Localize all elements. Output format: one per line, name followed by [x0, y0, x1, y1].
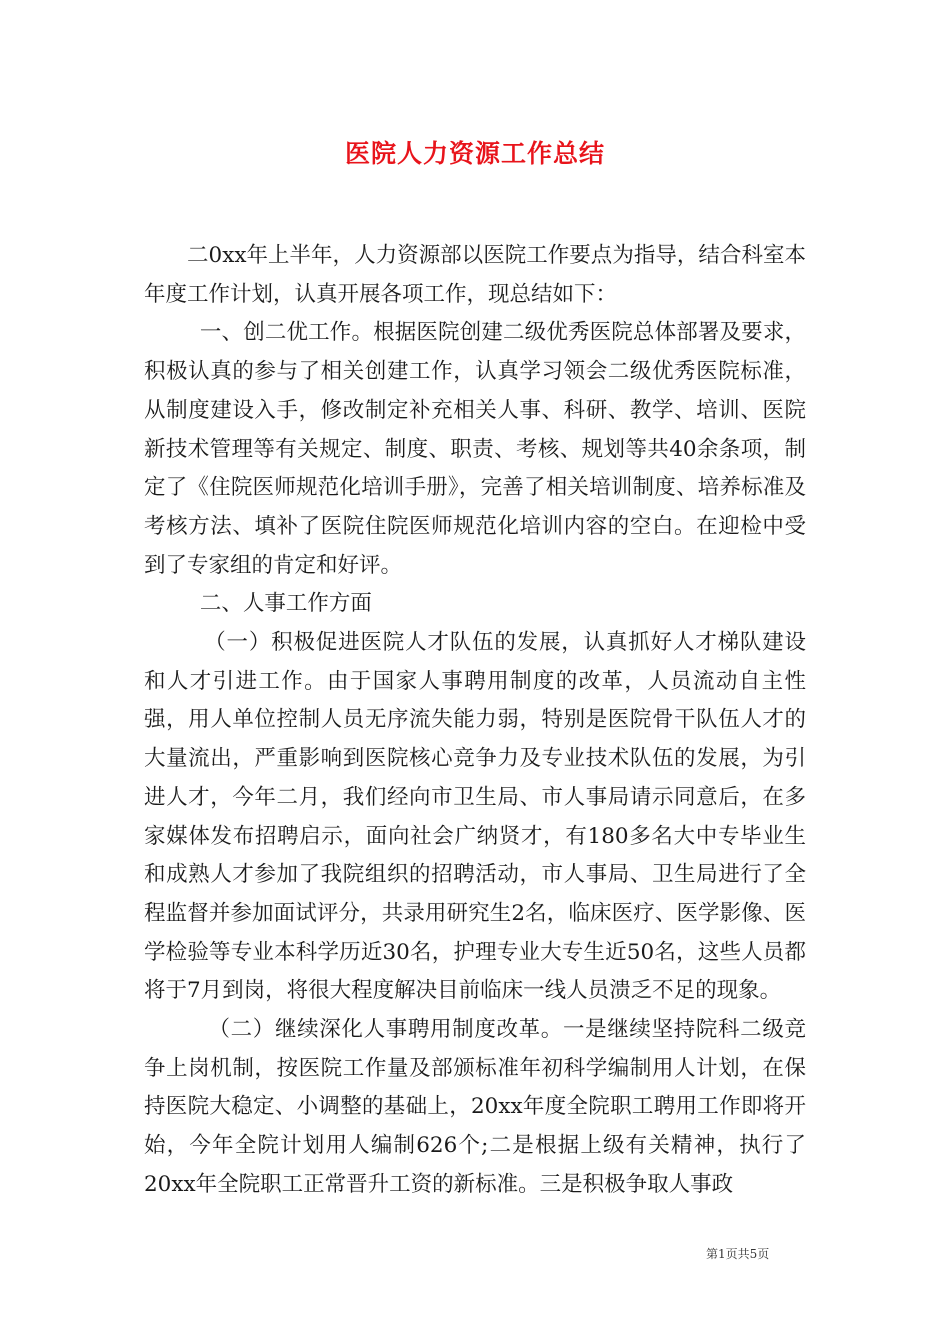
paragraph-intro: 二0xx年上半年，人力资源部以医院工作要点为指导，结合科室本年度工作计划，认真开展各项工作，现总结如下： — [144, 243, 806, 307]
page-number: 第1页共5页 — [706, 1247, 770, 1261]
paragraph-section-two-heading: 二、人事工作方面 — [199, 591, 372, 617]
paragraph-subsection-two: （二）继续深化人事聘用制度改革。一是继续坚持院科二级竞争上岗机制，按医院工作量及部颁标准年初科学编制用人计划，在保持医院大稳定、小调整的基础上，20xx年度全院职工聘用工作即将开始，今年全院计划用人编制626个;二是根据上级有关精神，执行了20xx年全院职工正常晋升工资的新标准。三是积极争取人事政 — [144, 1017, 806, 1197]
paragraph-subsection-one: （一）积极促进医院人才队伍的发展，认真抓好人才梯队建设和人才引进工作。由于国家人事聘用制度的改革，人员流动自主性强，用人单位控制人员无序流失能力弱，特别是医院骨干队伍人才的大量流出，严重影响到医院核心竞争力及专业技术队伍的发展，为引进人才，今年二月，我们经向市卫生局、市人事局请示同意后，在多家媒体发布招聘启示，面向社会广纳贤才，有180多名大中专毕业生和成熟人才参加了我院组织的招聘活动，市人事局、卫生局进行了全程监督并参加面试评分，共录用研究生2名，临床医疗、医学影像、医学检验等专业本科学历近30名，护理专业大专生近50名，这些人员都将于7月到岗，将很大程度解决目前临床一线人员溃乏不足的现象。 — [144, 630, 806, 1004]
paragraph-section-one: 一、创二优工作。根据医院创建二级优秀医院总体部署及要求，积极认真的参与了相关创建工作，认真学习领会二级优秀医院标准，从制度建设入手，修改制定补充相关人事、科研、教学、培训、医院新技术管理等有关规定、制度、职责、考核、规划等共40余条项，制定了《住院医师规范化培训手册》，完善了相关培训制度、培养标准及考核方法、填补了医院住院医师规范化培训内容的空白。在迎检中受到了专家组的肯定和好评。 — [144, 320, 806, 578]
document-body — [144, 237, 806, 1205]
document-title: 医院人力资源工作总结 — [344, 139, 605, 168]
